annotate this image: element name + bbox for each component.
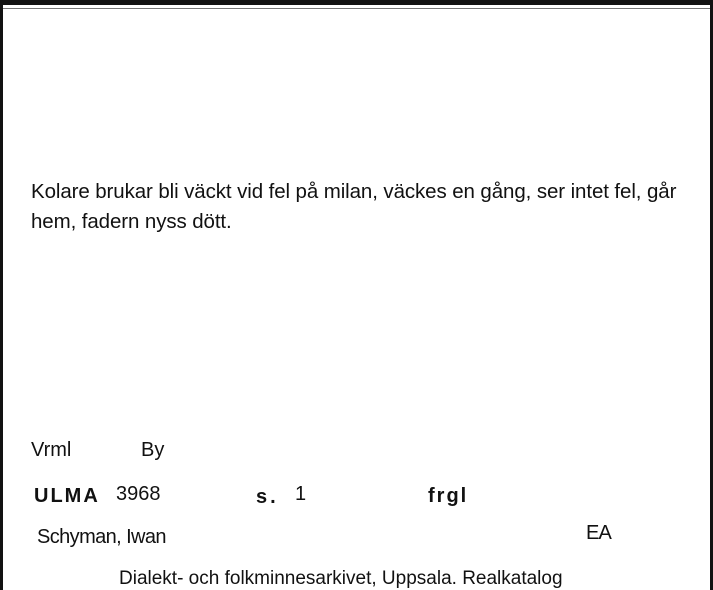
card-text: Kolare brukar bli väckt vid fel på milan, väckes en gång, ser intet fel, går hem, fadern nyss dött. <box>31 180 677 233</box>
page-prefix: s. <box>256 486 279 508</box>
collector-name: Schyman, Iwan <box>37 526 166 548</box>
top-rule <box>3 8 710 9</box>
record-number: 3968 <box>116 483 161 505</box>
region-label: Vrml <box>31 439 72 461</box>
page-number: 1 <box>295 483 307 505</box>
place-label: By <box>141 439 165 461</box>
archive-code: EA <box>586 522 612 544</box>
archive-label: ULMA <box>34 485 100 507</box>
footer-text: Dialekt- och folkminnesarkivet, Uppsala. Realkatalog <box>119 568 563 589</box>
category-label: frgl <box>428 485 469 507</box>
